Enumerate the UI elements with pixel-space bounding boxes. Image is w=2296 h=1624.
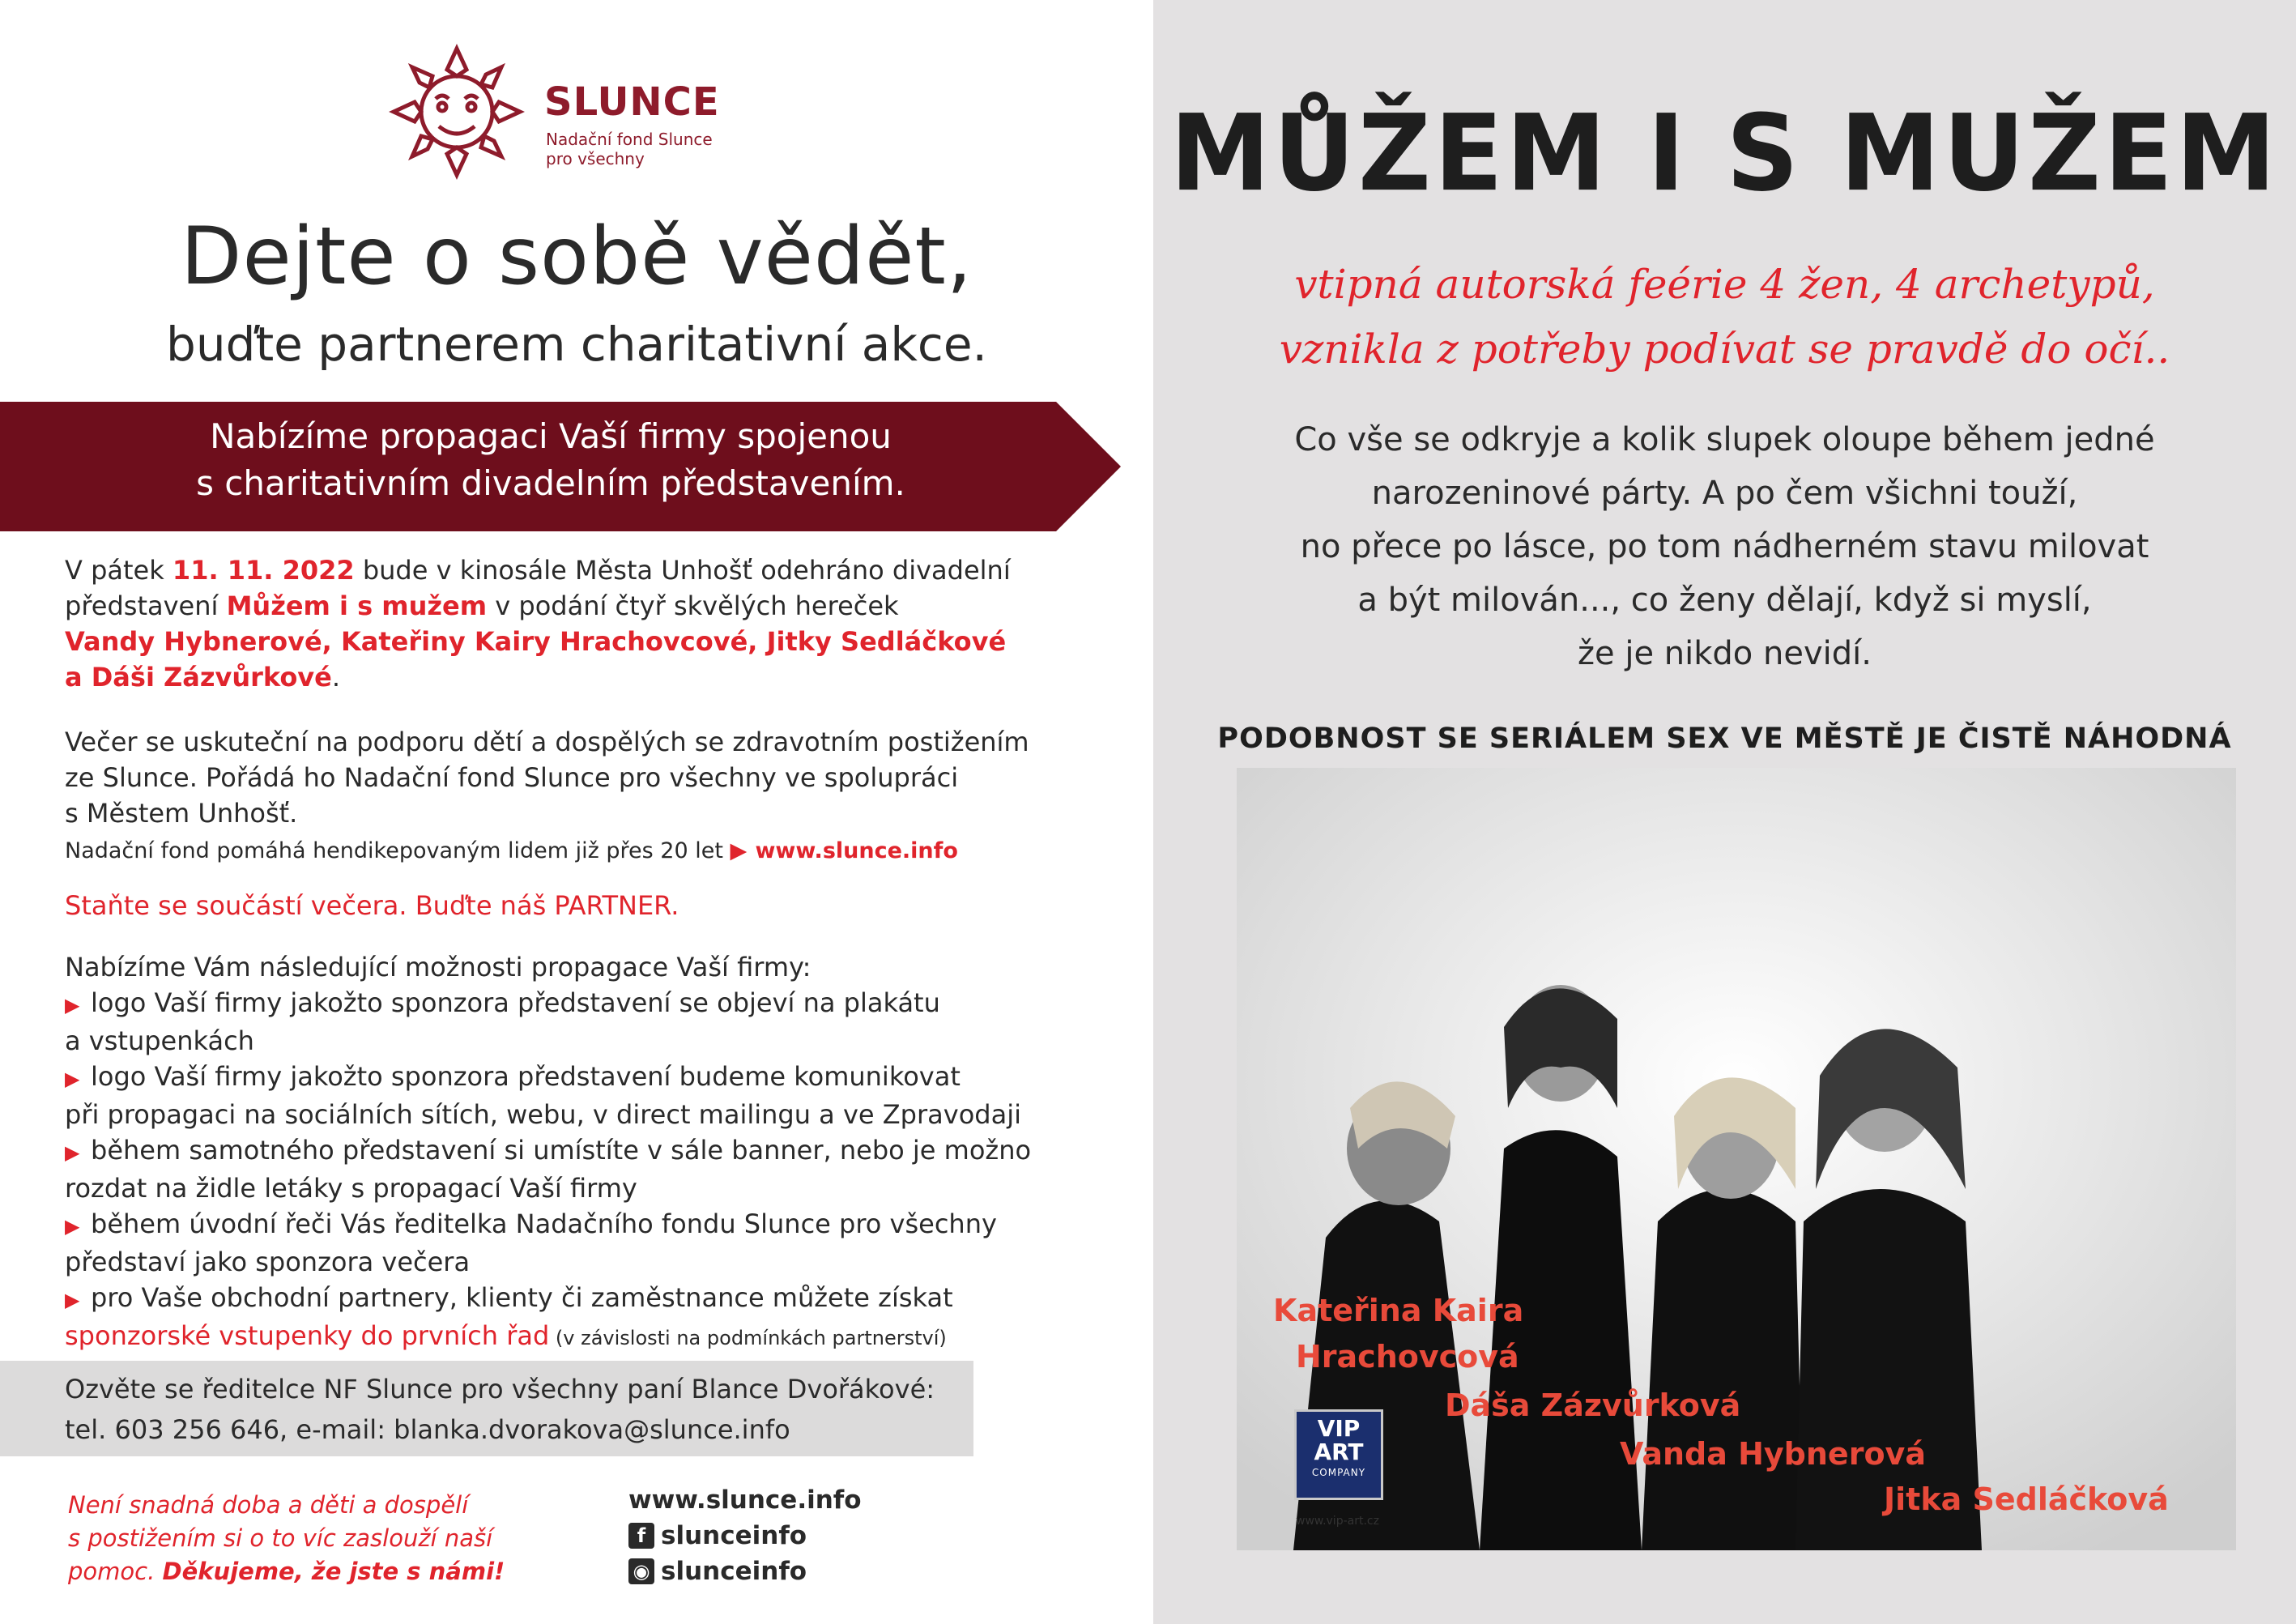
intro-paragraph [65, 552, 1118, 695]
support-text: Nadační fond pomáhá hendikepovaným lidem již přes 20 let [65, 838, 731, 863]
logo-name: SLUNCE [544, 79, 720, 125]
sponsor-tickets-text: sponzorské vstupenky do prvních řad [65, 1320, 550, 1351]
description-line: že je nikdo nevidí. [1578, 635, 1872, 672]
show-name: Můžem i s mužem [226, 590, 488, 621]
cast-name: Hrachovcová [1296, 1339, 1519, 1375]
list-item [65, 1280, 1118, 1318]
arrow-icon: ▶ [65, 1141, 80, 1164]
facebook-handle[interactable]: slunceinfo [661, 1521, 807, 1550]
tagline-line1: vtipná autorská feérie 4 žen, 4 archetypů, [1294, 261, 2155, 308]
contact-details[interactable]: tel. 603 256 646, e-mail: blanka.dvorakova@slunce.info [65, 1414, 790, 1445]
option-text: pro Vaše obchodní partnery, klienty či zaměstnance můžete získat [91, 1282, 953, 1313]
instagram-link-row[interactable] [628, 1554, 862, 1589]
banner-line2: s charitativním divadelním představením. [196, 463, 905, 503]
support-text: ze Slunce. Pořádá ho Nadační fond Slunce pro všechny ve spolupráci [65, 762, 959, 793]
description-line: narozeninové párty. A po čem všichni touží, [1371, 475, 2078, 512]
vip-art-logo [1294, 1409, 1383, 1500]
partner-cta: Staňte se součástí večera. Buďte náš PARTNER. [65, 890, 679, 921]
actresses-list: Vandy Hybnerové, Kateřiny Kairy Hrachovcové, Jitky Sedláčkové [65, 626, 1007, 657]
thanks-text: pomoc. [68, 1558, 163, 1585]
arrow-icon: ▶ [730, 838, 748, 863]
logo-subtitle-line1: Nadační fond Slunce [546, 130, 713, 149]
list-item [65, 1132, 1118, 1170]
description-line: no přece po lásce, po tom nádherném stavu milovat [1300, 528, 2149, 565]
options-heading: Nabízíme Vám následující možnosti propagace Vaší firmy: [65, 952, 811, 982]
option-text: během úvodní řeči Vás ředitelka Nadačního fondu Slunce pro všechny [91, 1208, 997, 1239]
list-item [65, 1206, 1118, 1244]
logo-subtitle-line2: pro všechny [546, 149, 645, 168]
intro-text: představení [65, 590, 227, 621]
support-text: s Městem Unhošť. [65, 798, 298, 829]
option-note: (v závislosti na podmínkách partnerství) [549, 1327, 947, 1349]
thanks-text: Děkujeme, že jste s námi! [162, 1558, 505, 1585]
cast-name: Dáša Zázvůrková [1445, 1387, 1741, 1423]
cast-name: Vanda Hybnerová [1620, 1436, 1926, 1472]
intro-text: . [331, 662, 341, 693]
cast-name: Kateřina Kaira [1273, 1293, 1524, 1328]
arrow-icon: ▶ [65, 1068, 80, 1090]
arrow-icon: ▶ [65, 1215, 80, 1238]
facebook-icon: f [628, 1523, 654, 1549]
intro-text: V pátek [65, 555, 173, 586]
support-text: Večer se uskuteční na podporu dětí a dospělých se zdravotním postižením [65, 727, 1029, 757]
option-text: rozdat na židle letáky s propagací Vaší firmy [65, 1173, 637, 1204]
show-title: MŮŽEM I S MUŽEM [1169, 92, 2280, 215]
event-date: 11. 11. 2022 [172, 555, 355, 586]
option-text: logo Vaší firmy jakožto sponzora představení se objeví na plakátu [91, 987, 940, 1018]
instagram-handle[interactable]: slunceinfo [661, 1557, 807, 1586]
list-item [65, 1059, 1118, 1097]
list-item [65, 985, 1118, 1023]
badge-text: VIP [1317, 1415, 1361, 1442]
option-text [65, 1318, 1118, 1356]
disclaimer: PODOBNOST SE SERIÁLEM SEX VE MĚSTĚ JE ČISTĚ NÁHODNÁ [1217, 722, 2232, 755]
cast-photo [1237, 768, 2236, 1550]
logo-subtitle [546, 130, 756, 168]
tagline-line2: vznikla z potřeby podívat se pravdě do očí.. [1279, 326, 2170, 373]
options-list [65, 949, 1118, 1356]
thanks-text: Není snadná doba a děti a dospělí [68, 1491, 469, 1519]
website-link-row[interactable] [628, 1482, 862, 1518]
option-text: logo Vaší firmy jakožto sponzora představení budeme komunikovat [91, 1061, 961, 1092]
option-text: a vstupenkách [65, 1025, 254, 1056]
actresses-list: a Dáši Zázvůrkové [65, 662, 332, 693]
badge-text: ART [1314, 1439, 1364, 1465]
option-text: představí jako sponzora večera [65, 1247, 471, 1277]
show-description [1153, 413, 2296, 680]
thanks-text: s postižením si o to víc zaslouží naší [68, 1524, 493, 1552]
thanks-note [68, 1489, 554, 1588]
vip-art-url[interactable]: www.vip-art.cz [1296, 1515, 1379, 1528]
contact-info [65, 1369, 972, 1450]
description-line: a být milován..., co ženy dělají, když si myslí, [1357, 582, 2092, 619]
main-headline: Dejte o sobě vědět, [181, 211, 973, 303]
badge-text: COMPANY [1311, 1467, 1366, 1478]
intro-text: bude v kinosále Města Unhošť odehráno divadelní [354, 555, 1011, 586]
contact-line: Ozvěte se ředitelce NF Slunce pro všechny paní Blance Dvořákové: [65, 1374, 935, 1404]
website-link[interactable]: www.slunce.info [755, 838, 958, 863]
intro-text: v podání čtyř skvělých hereček [487, 590, 899, 621]
support-paragraph [65, 724, 1118, 869]
arrow-icon: ▶ [65, 994, 80, 1017]
offer-banner-text [65, 413, 1037, 507]
social-links [628, 1482, 862, 1589]
camera-icon: ◉ [628, 1558, 654, 1584]
description-line: Co vše se odkryje a kolik slupek oloupe během jedné [1294, 421, 2155, 458]
slunce-sun-logo [387, 42, 526, 181]
facebook-link-row[interactable] [628, 1518, 862, 1554]
option-text: při propagaci na sociálních sítích, webu, v direct mailingu a ve Zpravodaji [65, 1099, 1021, 1130]
option-text: během samotného představení si umístíte v sále banner, nebo je možno [91, 1135, 1032, 1166]
cast-name: Jitka Sedláčková [1884, 1481, 2169, 1517]
arrow-icon: ▶ [65, 1289, 80, 1311]
sub-headline: buďte partnerem charitativní akce. [166, 317, 987, 372]
banner-line1: Nabízíme propagaci Vaší firmy spojenou [210, 416, 892, 456]
website-link[interactable]: www.slunce.info [628, 1485, 862, 1515]
